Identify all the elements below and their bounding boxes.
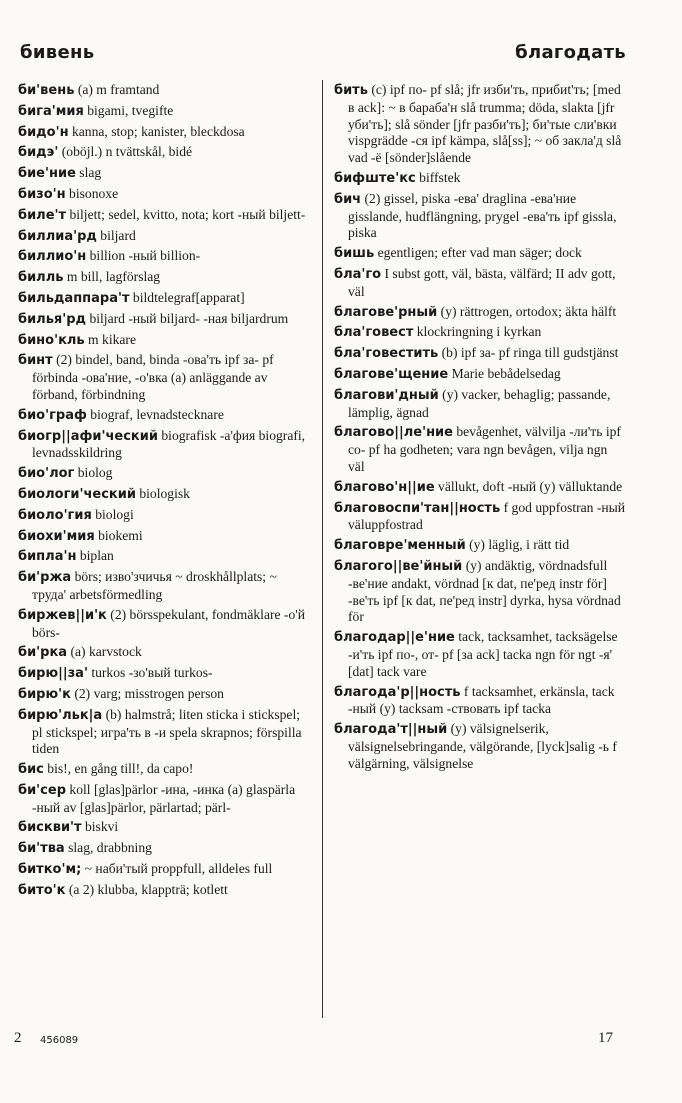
definition: koll [glas]pärlor -ина, -инка (a) glaspärla -ный av [glas]pärlor, pärlartad; pärl- [32, 781, 296, 815]
signature-number: 2 [14, 1030, 22, 1046]
definition: biokemi [94, 527, 143, 543]
dictionary-entry [18, 861, 310, 879]
definition: turkos -зо'вый turkos- [87, 665, 213, 681]
dictionary-entry [18, 819, 310, 837]
definition: egentligen; efter vad man säger; dock [374, 245, 582, 261]
headword: бирю'льк|а [18, 707, 103, 723]
dictionary-entry [18, 428, 310, 463]
dictionary-entry [18, 840, 310, 858]
dictionary-entry [334, 170, 626, 188]
definition: börs; изво'зчичья ~ droskhållplats; ~ труда' arbetsförmedling [32, 569, 277, 602]
headword: бить [334, 83, 368, 98]
definition: I subst gott, väl, bästa, välfärd; II adv gott, väl [348, 265, 616, 299]
definition: bildtelegraf[apparat] [129, 289, 245, 305]
headword: бишь [334, 246, 375, 262]
dictionary-entry [18, 665, 310, 683]
headword: благове'рный [334, 304, 438, 320]
dictionary-entry [334, 500, 626, 535]
dictionary-entry [334, 424, 626, 475]
dictionary-entry [334, 82, 626, 167]
definition: (a) m framtand [74, 82, 160, 97]
headword: благовре'менный [334, 538, 466, 554]
headword: био'лог [18, 466, 75, 482]
dictionary-entry [334, 304, 626, 322]
headword: биле'т [18, 207, 67, 223]
definition: biplan [76, 548, 114, 564]
page-number: 17 [598, 1030, 613, 1046]
definition: tack, tacksamhet, tacksägelse -и'ть ipf по-, от- pf [за ack] tacka ngn för ngt -я' [dat] tack vare [348, 629, 618, 679]
dictionary-entry [334, 387, 626, 422]
headword: благовоспи'тан||ность [334, 500, 501, 516]
headword: благодар||е'ние [334, 630, 455, 646]
definition: bisonoxe [65, 185, 119, 201]
definition: (b) ipf за- pf ringa till gudstjänst [438, 345, 619, 361]
definition: (y) vacker, behaglig; passande, lämplig, ägnad [348, 386, 611, 420]
definition: f tacksamhet, erkänsla, tack -ный (y) tacksam -ствовать ipf tacka [348, 683, 615, 717]
definition: (y) andäktig, vördnadsfull -ве'ние andakt, vördnad [к dat, пе'ред instr för] -ве'ть ipf [к dat, пе'ред instr] dyrka, hysa vördnad för [348, 557, 621, 625]
headword: бискви'т [18, 820, 82, 836]
right-column [334, 82, 626, 775]
headword: бие'ние [18, 166, 76, 182]
dictionary-entry [334, 345, 626, 363]
definition: vällukt, doft -ный (y) välluktande [434, 478, 623, 494]
definition: bevågenhet, välvilja -ли'ть ipf со- pf ha godheten; vara ngn bevågen, vilja ngn väl [348, 424, 621, 474]
definition: biffstek [415, 169, 461, 185]
headword: бирю'к [18, 686, 71, 702]
definition: billion -ный billion- [86, 248, 201, 264]
dictionary-entry [334, 324, 626, 342]
dictionary-entry [18, 186, 310, 204]
headword: бито'к [18, 882, 66, 898]
definition: biljard -ный biljard- -ная biljardrum [86, 310, 289, 326]
definition: biologi [91, 506, 134, 522]
dictionary-entry [18, 528, 310, 546]
headword: биплa'н [18, 549, 77, 565]
headword: биоло'гия [18, 507, 92, 523]
dictionary-entry [18, 207, 310, 225]
dictionary-entry [18, 644, 310, 662]
headword: билль [18, 270, 64, 286]
dictionary-entry [18, 165, 310, 183]
definition: klockringning i kyrkan [413, 324, 542, 340]
headword: бино'кль [18, 332, 85, 348]
definition: (y) välsignelserik, välsignelsebringande, välgörande, [lyck]salig -ь f välgärning, välsignelse [348, 721, 617, 771]
dictionary-entry [18, 507, 310, 525]
headword: бизо'н [18, 186, 66, 202]
running-head-left: бивень [20, 42, 95, 63]
headword: бига'мия [18, 103, 84, 119]
headword: би'вень [18, 83, 75, 98]
dictionary-entry [334, 479, 626, 497]
headword: бифште'кс [334, 170, 416, 186]
dictionary-entry [18, 882, 310, 900]
dictionary-entry [18, 548, 310, 566]
headword: би'сер [18, 782, 66, 798]
left-column [18, 82, 310, 903]
dictionary-entry [334, 366, 626, 384]
headword: битко'м; [18, 862, 82, 878]
headword: би'ржа [18, 570, 72, 586]
headword: благово||ле'ние [334, 425, 453, 441]
dictionary-entry [18, 311, 310, 329]
definition: biljard [96, 227, 136, 243]
headword: бильдаппара'т [18, 290, 130, 306]
headword: благода'т||ный [334, 722, 448, 738]
headword: биллио'н [18, 249, 87, 265]
definition: ~ наби'тый proppfull, alldeles full [81, 861, 273, 877]
dictionary-entry [18, 290, 310, 308]
definition: (c) ipf по- pf slå; jfr изби'ть, прибиt'ть; [med в ack]: ~ в бараба'н slå trumma; döda, slakta [jfr уби'ть]; slå sönder [jfr разби'ть]; би'тые сли'вки vispgrädde -ся ipf kämpa, slå[ss]; ~ об закла'д slå vad -ё [sönder]slående [348, 82, 622, 166]
headword: бидо'н [18, 124, 69, 140]
dictionary-entry [334, 684, 626, 719]
definition: (a) karvstock [67, 644, 142, 660]
definition: biograf, levnadstecknare [86, 406, 224, 422]
headword: биржев||и'к [18, 607, 107, 623]
column-divider [322, 80, 323, 1018]
dictionary-entry [334, 721, 626, 772]
headword: бис [18, 762, 44, 778]
dictionary-entry [334, 191, 626, 242]
definition: biologisk [135, 485, 190, 501]
dictionary-entry [18, 607, 310, 642]
headword: бирю||за' [18, 666, 88, 682]
headword: бла'говест [334, 325, 414, 341]
headword: бла'го [334, 266, 382, 282]
dictionary-entry [18, 407, 310, 425]
dictionary-entry [18, 124, 310, 142]
headword: благода'р||ность [334, 684, 461, 700]
definition: (y) läglig, i rätt tid [465, 537, 570, 553]
dictionary-entry [18, 486, 310, 504]
dictionary-entry [334, 537, 626, 555]
dictionary-entry [18, 782, 310, 817]
definition: slag [75, 165, 102, 181]
definition: (oböjl.) n tvättskål, bidé [58, 144, 193, 160]
definition: (2) varg; misstrogen person [70, 685, 224, 701]
dictionary-entry [18, 761, 310, 779]
dictionary-entry [18, 352, 310, 403]
headword: бидэ' [18, 145, 59, 161]
headword: биологи'ческий [18, 486, 136, 502]
definition: f god uppfostran -ный väluppfostrad [348, 499, 626, 533]
dictionary-entry [334, 245, 626, 263]
definition: (2) börsspekulant, fondmäklare -о'й börs- [32, 606, 305, 640]
dictionary-entry [18, 332, 310, 350]
definition: (2) bindel, band, binda -ова'ть ipf за- pf förbinda -ова'ние, -о'вка (a) anläggande av förband, förbindning [32, 352, 274, 402]
dictionary-entry [18, 707, 310, 758]
definition: biskvi [81, 819, 119, 835]
headword: благого||ве'йный [334, 558, 463, 574]
headword: биохи'мия [18, 528, 95, 544]
dictionary-entry [18, 103, 310, 121]
headword: бинт [18, 353, 53, 369]
headword: биллиа'рд [18, 228, 97, 244]
definition: biljett; sedel, kvitto, nota; kort -ный biljett- [66, 206, 306, 222]
headword: бла'говестить [334, 346, 439, 362]
print-code: 456089 [40, 1035, 79, 1046]
headword: би'тва [18, 841, 65, 857]
dictionary-entry [18, 269, 310, 287]
definition: Marie bebådelsedag [448, 365, 561, 381]
running-head-right: благодать [515, 42, 626, 63]
headword: би'рка [18, 645, 68, 661]
definition: biolog [74, 465, 113, 481]
headword: биогр||афи'ческий [18, 428, 158, 444]
definition: slag, drabbning [64, 840, 152, 856]
dictionary-entry [18, 686, 310, 704]
dictionary-entry [334, 558, 626, 626]
dictionary-entry [18, 569, 310, 604]
definition: (b) halmstrå; liten sticka i stickspel; pl stickspel; игра'ть в -и spela skrapnos; förspilla tiden [32, 706, 302, 757]
headword: био'граф [18, 407, 87, 423]
dictionary-entry [18, 248, 310, 266]
dictionary-entry [18, 82, 310, 100]
dictionary-entry [334, 629, 626, 680]
definition: bigami, tvegifte [83, 102, 174, 118]
headword: благово'н||ие [334, 479, 435, 495]
definition: bis!, en gång till!, da capo! [43, 761, 194, 777]
headword: билья'рд [18, 311, 87, 327]
definition: m kikare [84, 331, 136, 347]
dictionary-entry [334, 266, 626, 301]
definition: m bill, lagförslag [63, 269, 161, 285]
definition: (y) rättrogen, ortodox; äkta hälft [437, 303, 617, 319]
headword: благови'дный [334, 387, 439, 403]
headword: благове'щение [334, 366, 449, 382]
headword: бич [334, 191, 362, 207]
definition: (a 2) klubba, klappträ; kotlett [65, 881, 228, 897]
definition: kanna, stop; kanister, bleckdosa [68, 123, 245, 139]
definition: biografisk -а'фия biografi, levnadsskildring [32, 427, 306, 461]
dictionary-entry [18, 144, 310, 162]
dictionary-entry [18, 228, 310, 246]
dictionary-entry [18, 465, 310, 483]
definition: (2) gissel, piska -ева' draglina -ева'ние gisslande, hudflängning, prygel -ева'ть ipf gissla, piska [348, 190, 617, 241]
